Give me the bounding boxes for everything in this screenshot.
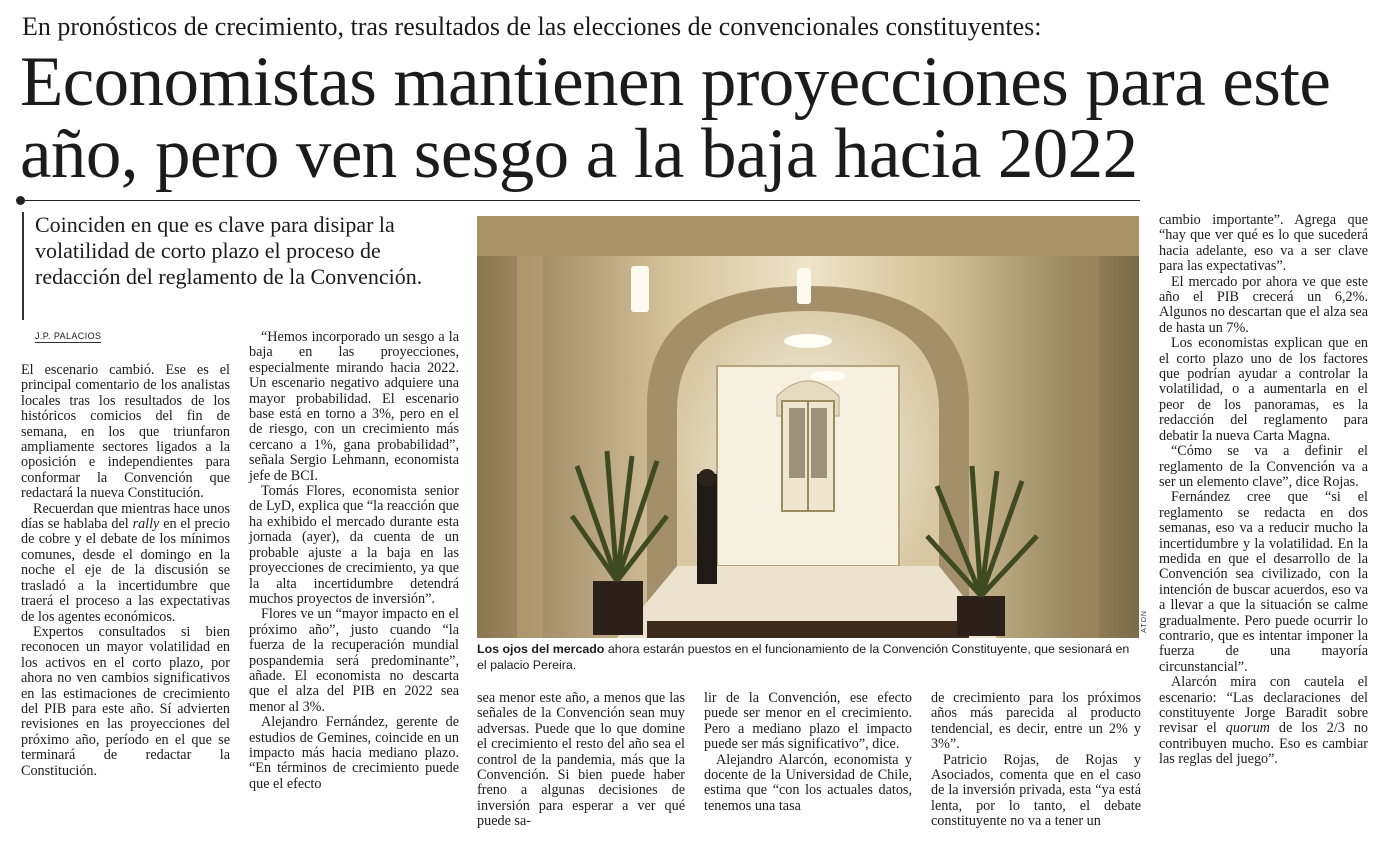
paragraph: Tomás Flores, economista senior de LyD, explica que “la reacción que ha exhibido el mercado durante esta jornada (ayer), da cuenta de un probable ajuste a la baja en las proyecciones de crecimiento, ya que la alta incertidumbre detendrá muchos proyectos de inversión”. (249, 483, 459, 607)
column-2 (249, 330, 459, 792)
paragraph: Patricio Rojas, de Rojas y Asociados, comenta que en el caso de la inversión privada, esta “ya está lenta, por lo tanto, el debate constituyente no va a tener un (931, 751, 1141, 830)
paragraph: “Cómo se va a definir el reglamento de la Convención va a ser un elemento clave”, dice Rojas. (1159, 443, 1368, 490)
paragraph: El mercado por ahora ve que este año el PIB crecerá un 6,2%. Algunos no descartan que el alza sea de hasta un 7%. (1159, 273, 1368, 336)
headline-rule (22, 200, 1140, 201)
paragraph: Los economistas explican que en el corto plazo uno de los factores que podrían ayudar a controlar la volatilidad, o a aumentarla en el peor de los panoramas, es la redacción del reglamento para debatir la nueva Carta Magna. (1159, 335, 1368, 444)
column-1 (21, 363, 230, 779)
paragraph: Flores ve un “mayor impacto en el próximo año”, justo cuando “la fuerza de la recuperación mundial pospandemia será predominante”, añade. El economista no descarta que el alza del PIB en 2022 sea menor al 3%. (249, 606, 459, 715)
paragraph: El escenario cambió. Ese es el principal comentario de los analistas locales tras los resultados de los históricos comicios del fin de semana, en los que triunfaron ampliamente sectores ligados a la oposición e independientes para conformar la Convención que redactará la nueva Constitución. (21, 362, 230, 502)
paragraph: cambio importante”. Agrega que “hay que ver qué es lo que sucederá hacia adelante, eso va a ser clave para las expectativas”. (1159, 212, 1368, 275)
article-photo (477, 216, 1139, 638)
paragraph: Alarcón mira con cautela el escenario: “Las declaraciones del constituyente Jorge Baradit sobre revisar el quorum de los 2/3 no contribuyen mucho. Eso es cambiar las reglas del juego”. (1159, 674, 1369, 768)
column-4 (704, 691, 912, 814)
deck-bar (22, 212, 24, 320)
column-5 (931, 691, 1141, 830)
deck: Coinciden en que es clave para disipar la volatilidad de corto plazo el proceso de redacción del reglamento de la Convención. (35, 212, 423, 289)
paragraph: Recuerdan que mientras hace unos días se hablaba del rally en el precio de cobre y el debate de los mínimos comunes, desde el domingo en la noche el eje de la discusión se trasladó a la incertidumbre que traerá el proceso a las expectativas de los agentes económicos. (21, 500, 231, 625)
paragraph: “Hemos incorporado un sesgo a la baja en las proyecciones, especialmente mirando hacia 2022. Un escenario negativo adquiere una mayor probabilidad. El escenario base está en torno a 3%, pero en el de riesgo, con un crecimiento más cercano a 1%, gana probabilidad”, señala Sergio Lehmann, economista jefe de BCI. (249, 329, 459, 484)
photo-caption (477, 641, 1142, 673)
paragraph: Alejandro Alarcón, economista y docente de la Universidad de Chile, estima que “con los actuales datos, tenemos una tasa (704, 751, 912, 814)
caption-lead: Los ojos del mercado (477, 642, 605, 656)
column-6 (1159, 213, 1368, 768)
paragraph: de crecimiento para los próximos años más parecida al producto tendencial, es decir, entre un 2% y 3%”. (931, 690, 1141, 753)
paragraph: Fernández cree que “si el reglamento se redacta en dos semanas, eso va a reducir mucho la incertidumbre y la volatilidad. En la medida en que el desarrollo de la Convención sea civilizado, con la intención de buscar acuerdos, eso va a llevar a que la situación se calme gradualmente. Pero puede ocurrir lo contrario, que es intentar imponer la fuerza de una mayoría circunstancial”. (1159, 489, 1368, 675)
caption-body: ahora estarán puestos en el funcionamiento de la Convención Constituyente, que sesionará en el palacio Pereira. (477, 642, 1130, 672)
paragraph: Expertos consultados si bien reconocen un mayor volatilidad en los activos en el corto plazo, por ahora no ven cambios significativos en las estimaciones de crecimiento del PIB para este año. Sí advierten revisiones en las proyecciones del próximo año, período en el que se terminará de redactar la Constitución. (21, 623, 230, 779)
paragraph: lir de la Convención, ese efecto puede ser menor en el crecimiento. Pero a mediano plazo el impacto puede ser más significativo”, dice. (704, 690, 912, 753)
paragraph: Alejandro Fernández, gerente de estudios de Gemines, coincide en un impacto más hacia mediano plazo. “En términos de crecimiento puede que el efecto (249, 714, 459, 792)
kicker: En pronósticos de crecimiento, tras resultados de las elecciones de convencionales constituyentes: (22, 12, 1042, 41)
column-3 (477, 691, 685, 830)
byline: J.P. PALACIOS (35, 331, 102, 341)
paragraph: sea menor este año, a menos que las señales de la Convención sean muy adversas. Puede que lo que domine el crecimiento el resto del año sea el control de la pandemia, más que la Convención. Si bien puede haber freno a algunas decisiones de inversión para esperar a ver qué puede sa- (477, 690, 685, 830)
headline: Economistas mantienen proyecciones para este año, pero ven sesgo a la baja hacia 2022 (20, 43, 1331, 193)
photo-credit: ATON (1141, 610, 1148, 633)
palace-hallway-image (477, 216, 1139, 638)
